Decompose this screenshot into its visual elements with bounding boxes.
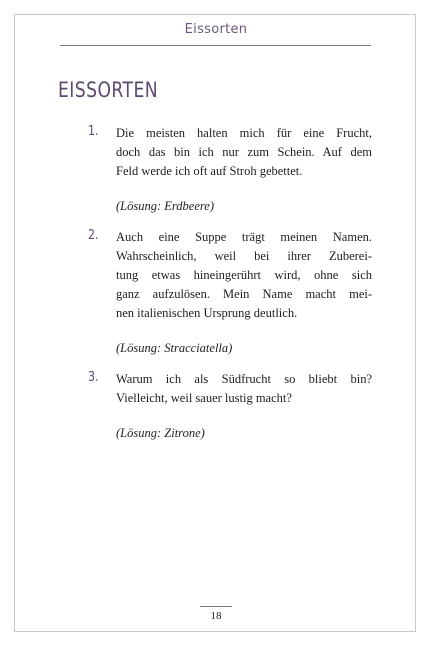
riddle-solution: (Lösung: Stracciatella) [116,341,233,355]
riddle-line: Feld werde ich oft auf Stroh gebettet. [116,164,303,178]
riddle-line: nen italienischen Ursprung deutlich. [116,306,298,320]
page-number: 18 [210,610,222,622]
header-rule [60,45,371,46]
riddle-line: Wahrscheinlich, weil bei ihrer Zuberei- [116,249,372,263]
riddle-line: Die meisten halten mich für eine Frucht, [116,126,372,140]
footer-rule [200,606,232,607]
riddle-text [116,228,372,323]
riddle-line: Warum ich als Südfrucht so bliebt bin? [116,372,372,386]
riddle-solution: (Lösung: Erdbeere) [116,199,215,213]
running-header: Eissorten [184,22,248,37]
riddle-text [116,124,372,181]
riddle-text [116,370,372,408]
riddle-number: 1. [88,124,99,139]
chapter-title: EISSORTEN [58,78,159,102]
riddle-line: doch das bin ich nur zum Schein. Auf dem [116,145,372,159]
riddle-line: Auch eine Suppe trägt meinen Namen. [116,230,372,244]
riddle-number: 2. [88,228,99,243]
riddle-item [88,228,372,358]
riddle-solution: (Lösung: Zitrone) [116,426,205,440]
riddle-line: tung etwas hineingerührt wird, ohne sich [116,268,372,282]
riddle-item [88,370,372,443]
riddle-number: 3. [88,370,99,385]
riddle-item [88,124,372,216]
riddle-line: Vielleicht, weil sauer lustig macht? [116,391,292,405]
riddle-line: ganz aufzulösen. Mein Name macht mei- [116,287,372,301]
